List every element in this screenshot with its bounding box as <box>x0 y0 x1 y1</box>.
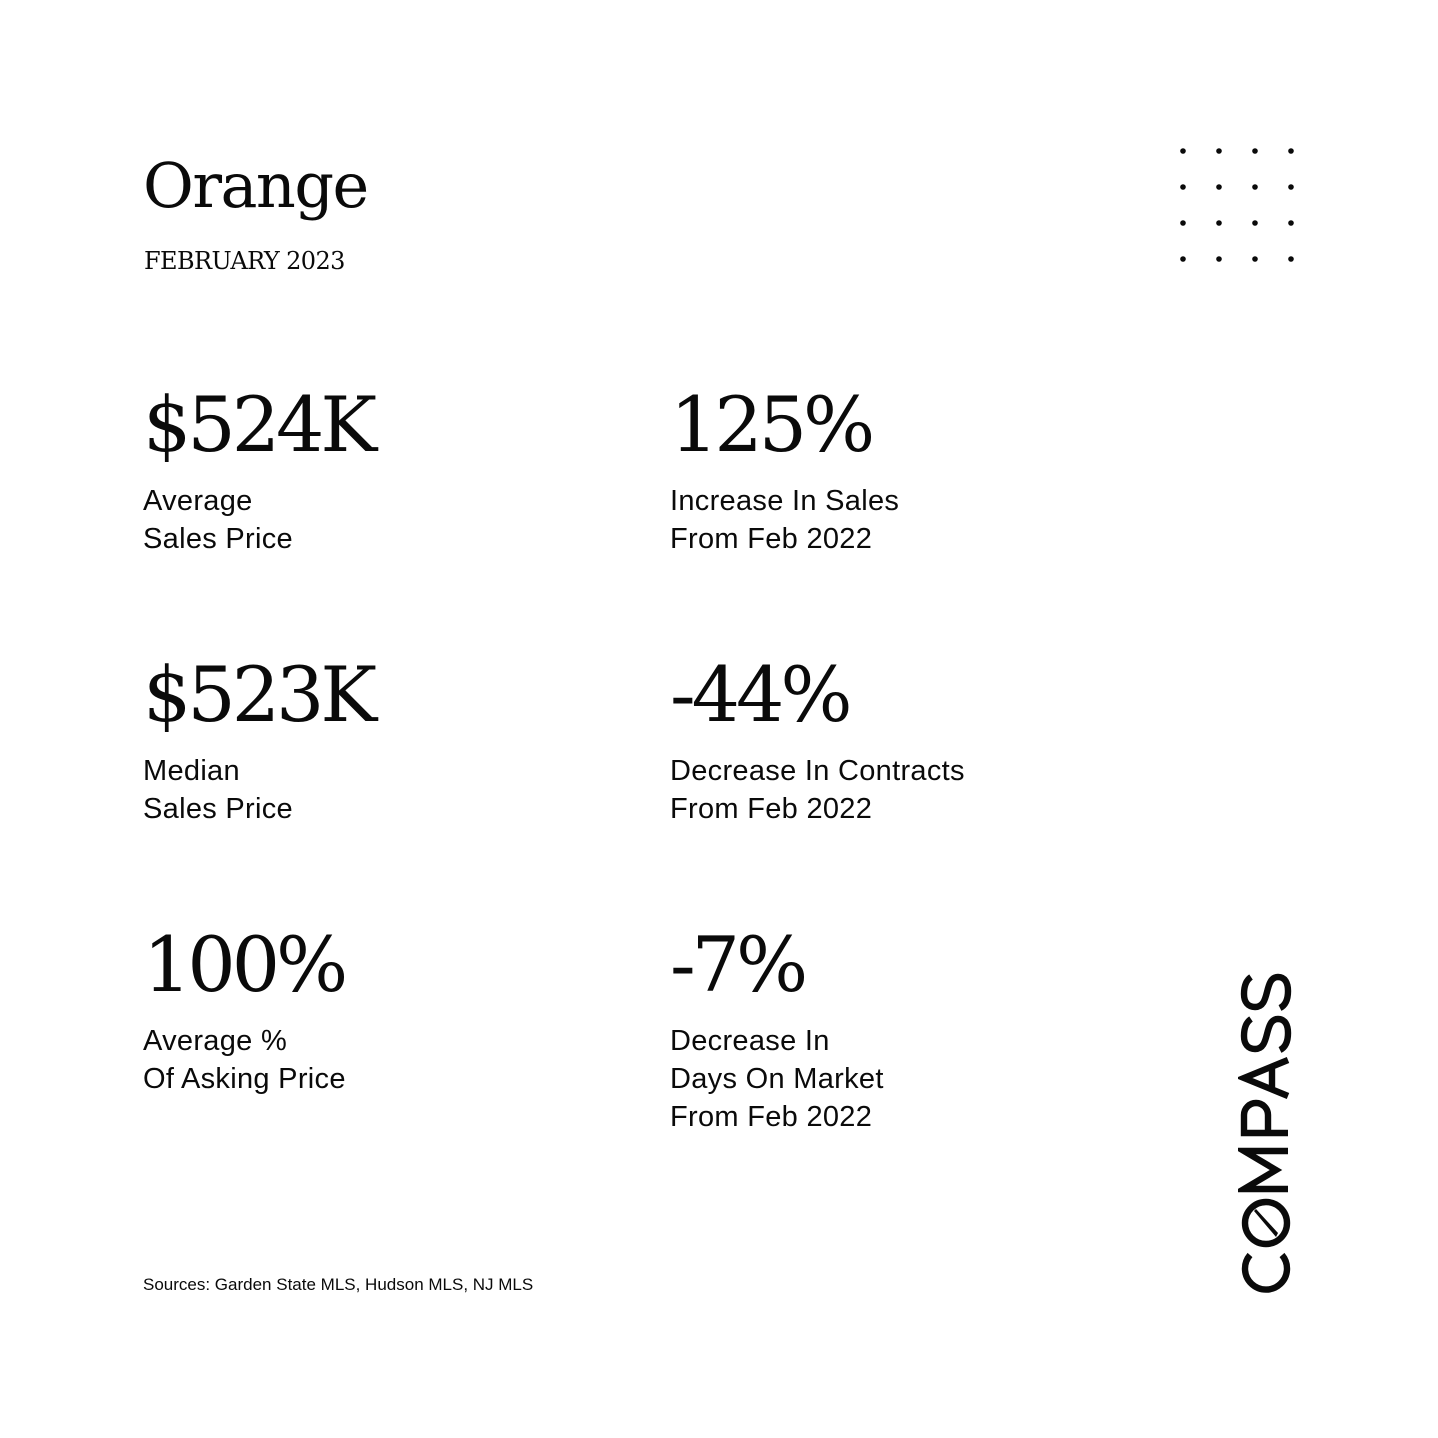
stat-label <box>143 482 563 558</box>
report-period: FEBRUARY 2023 <box>144 247 345 275</box>
stat-increase-in-sales <box>670 380 1090 558</box>
dot-grid-icon <box>1172 142 1302 272</box>
sources-note: Sources: Garden State MLS, Hudson MLS, NJ MLS <box>143 1275 534 1294</box>
stat-label-line: Days On Market <box>670 1063 884 1095</box>
stat-label-line: Increase In Sales <box>670 485 900 517</box>
stat-median-sales-price <box>143 650 563 828</box>
stat-label-line: Median <box>143 755 240 787</box>
stat-average-sales-price <box>143 380 563 558</box>
stat-label <box>670 752 1090 828</box>
stat-label-line: Decrease In Contracts <box>670 755 965 787</box>
stat-label-line: Decrease In <box>670 1025 830 1057</box>
stat-value: $523K <box>143 650 374 739</box>
compass-logo <box>1238 955 1294 1295</box>
stat-value: 125% <box>670 380 872 469</box>
stat-label-line: From Feb 2022 <box>670 793 873 825</box>
stat-value: -7% <box>670 920 805 1009</box>
stat-label-line: From Feb 2022 <box>670 1101 873 1133</box>
stat-value: -44% <box>670 650 849 739</box>
stat-label-line: Of Asking Price <box>143 1063 346 1095</box>
stat-label <box>670 1022 1090 1136</box>
stat-decrease-in-days-on-market <box>670 920 1090 1136</box>
stat-label-line: From Feb 2022 <box>670 523 873 555</box>
stat-label <box>670 482 1090 558</box>
stat-average-percent-of-asking <box>143 920 563 1098</box>
stat-label <box>143 1022 563 1098</box>
stat-label-line: Average <box>143 485 253 517</box>
stat-label-line: Sales Price <box>143 793 293 825</box>
stat-decrease-in-contracts <box>670 650 1090 828</box>
stat-label <box>143 752 563 828</box>
stat-label-line: Sales Price <box>143 523 293 555</box>
stat-value: $524K <box>143 380 374 469</box>
stat-label-line: Average % <box>143 1025 288 1057</box>
stat-value: 100% <box>143 920 345 1009</box>
page-title: Orange <box>143 149 368 222</box>
